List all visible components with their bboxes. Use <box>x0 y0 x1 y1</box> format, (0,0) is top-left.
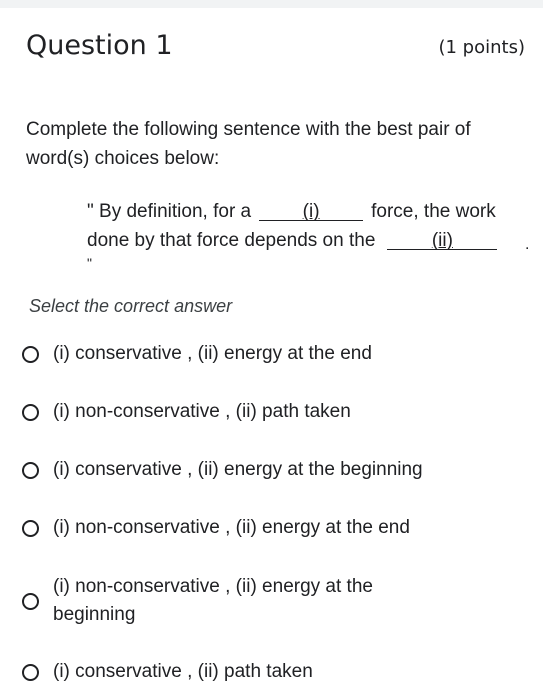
blank-i: (i) <box>259 197 363 226</box>
option-4[interactable] <box>22 514 493 542</box>
option-5[interactable] <box>22 573 433 629</box>
open-quote: " <box>87 201 94 222</box>
radio-button-icon[interactable] <box>22 593 39 610</box>
radio-button-icon[interactable] <box>22 520 39 537</box>
select-answer-label: Select the correct answer <box>29 296 233 316</box>
radio-button-icon[interactable] <box>22 664 39 681</box>
option-label[interactable]: (i) conservative , (ii) energy at the beginning <box>53 459 423 480</box>
sentence-part2: force, the work done by that force depends on the <box>87 201 496 251</box>
option-2[interactable] <box>22 398 493 426</box>
question-points: (1 points) <box>438 37 525 58</box>
radio-button-icon[interactable] <box>22 462 39 479</box>
radio-button-icon[interactable] <box>22 404 39 421</box>
top-divider <box>0 0 543 8</box>
sentence-end: . <box>525 236 530 253</box>
option-1[interactable] <box>22 340 493 368</box>
option-3[interactable] <box>22 456 493 484</box>
option-label[interactable]: (i) non-conservative , (ii) energy at the end <box>53 517 410 538</box>
question-title: Question 1 <box>26 30 173 61</box>
radio-button-icon[interactable] <box>22 346 39 363</box>
blank-ii: (ii) <box>387 226 497 255</box>
sentence-part1: By definition, for a <box>99 201 252 222</box>
option-label[interactable]: (i) conservative , (ii) energy at the end <box>53 343 372 364</box>
option-label[interactable]: (i) non-conservative , (ii) path taken <box>53 401 351 422</box>
question-prompt: Complete the following sentence with the best pair of word(s) choices below: <box>26 119 471 169</box>
option-6[interactable] <box>22 658 493 686</box>
option-label[interactable]: (i) non-conservative , (ii) energy at the beginning <box>53 576 373 625</box>
option-label[interactable]: (i) conservative , (ii) path taken <box>53 661 313 682</box>
question-sentence <box>87 197 532 255</box>
close-quote: " <box>87 255 92 271</box>
